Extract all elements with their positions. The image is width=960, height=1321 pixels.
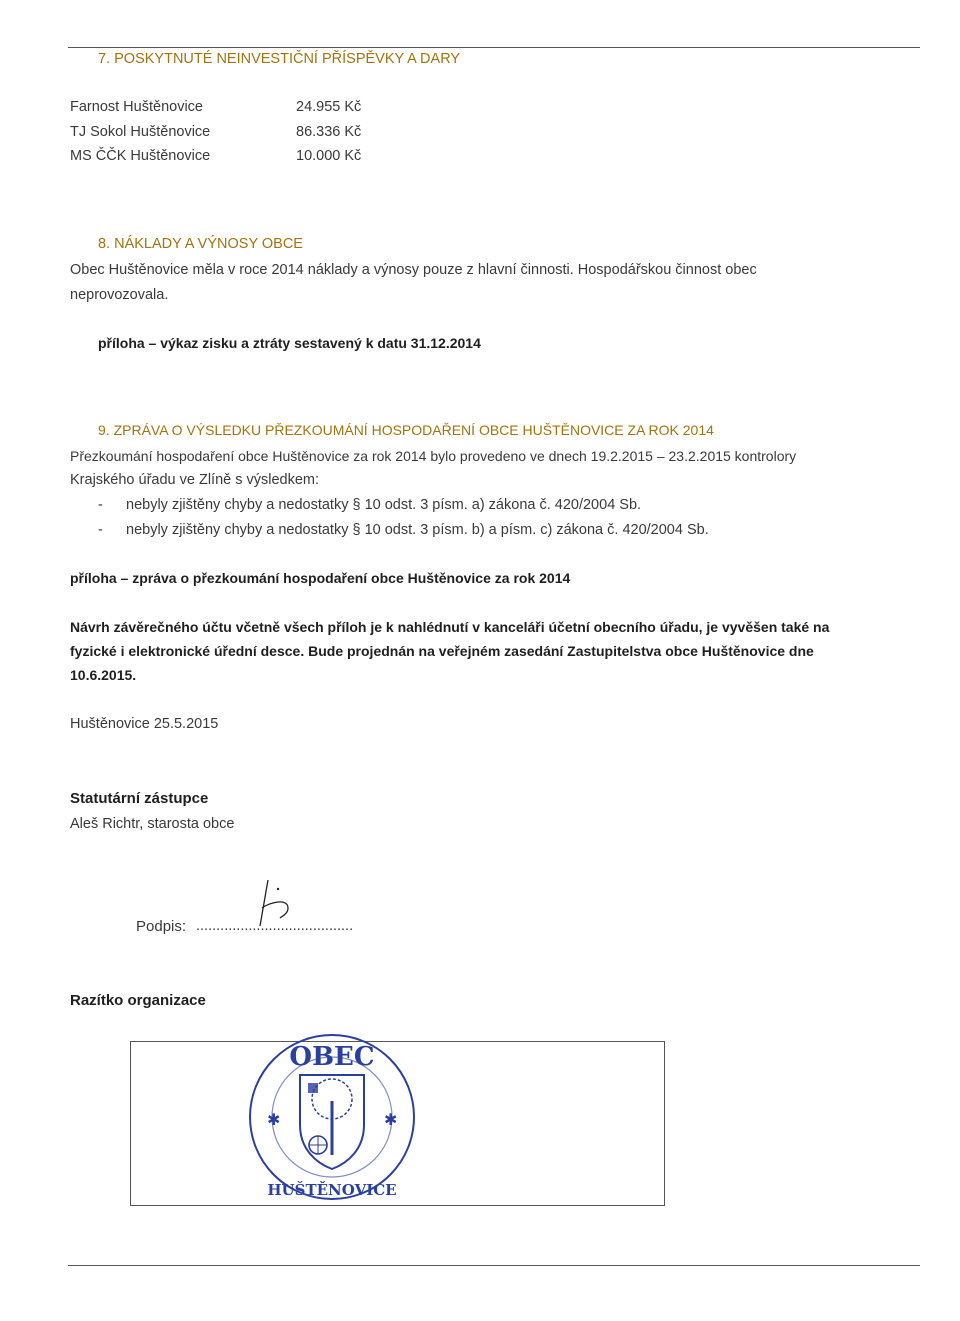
top-rule bbox=[68, 47, 920, 48]
section-9-text: Přezkoumání hospodaření obce Huštěnovice za rok 2014 bylo provedeno ve dnech 19.2.2015 – 23.2.2015 kontrolory bbox=[70, 448, 797, 464]
section-9-attachment: příloha – zpráva o přezkoumání hospodaření obce Huštěnovice za rok 2014 bbox=[70, 570, 571, 586]
notice-text: 10.6.2015. bbox=[70, 667, 137, 683]
section-9-heading: 9. ZPRÁVA O VÝSLEDKU PŘEZKOUMÁNÍ HOSPODAŘENÍ OBCE HUŠTĚNOVICE ZA ROK 2014 bbox=[98, 422, 714, 438]
section-8-text: Obec Huštěnovice měla v roce 2014 náklady a výnosy pouze z hlavní činnosti. Hospodářskou činnost obec bbox=[70, 262, 757, 278]
donation-name: Farnost Huštěnovice bbox=[70, 99, 203, 115]
signatory-heading: Statutární zástupce bbox=[70, 790, 209, 807]
list-item: nebyly zjištěny chyby a nedostatky § 10 odst. 3 písm. a) zákona č. 420/2004 Sb. bbox=[126, 497, 642, 513]
signatory-name: Aleš Richtr, starosta obce bbox=[70, 816, 235, 832]
donation-name: TJ Sokol Huštěnovice bbox=[70, 124, 211, 140]
svg-text:✱: ✱ bbox=[384, 1110, 398, 1129]
stamp-text-bottom: HUŠTĚNOVICE bbox=[267, 1181, 397, 1199]
section-8-heading: 8. NÁKLADY A VÝNOSY OBCE bbox=[98, 236, 303, 252]
signature-label: Podpis: bbox=[136, 918, 187, 935]
signature-line: ....................................... bbox=[196, 918, 354, 934]
notice-text: fyzické i elektronické úřední desce. Bude projednán na veřejném zasedání Zastupitelstva obce Huštěnovice dne bbox=[70, 643, 814, 659]
signature-icon bbox=[248, 872, 308, 932]
stamp-heading: Razítko organizace bbox=[70, 992, 206, 1009]
donation-amount: 86.336 Kč bbox=[296, 124, 362, 140]
notice-text: Návrh závěrečného účtu včetně všech příloh je k nahlédnutí v kanceláři účetní obecního úřadu, je vyvěšen také na bbox=[70, 619, 830, 635]
place-date: Huštěnovice 25.5.2015 bbox=[70, 716, 219, 732]
section-9-text: Krajského úřadu ve Zlíně s výsledkem: bbox=[70, 472, 320, 488]
svg-text:✱: ✱ bbox=[267, 1110, 281, 1129]
bottom-rule bbox=[68, 1265, 920, 1266]
section-7-heading: 7. POSKYTNUTÉ NEINVESTIČNÍ PŘÍSPĚVKY A DARY bbox=[98, 51, 461, 67]
donation-amount: 24.955 Kč bbox=[296, 99, 362, 115]
list-item: nebyly zjištěny chyby a nedostatky § 10 odst. 3 písm. b) a písm. c) zákona č. 420/2004 Sb. bbox=[126, 522, 709, 538]
donation-name: MS ČČK Huštěnovice bbox=[70, 148, 211, 164]
section-8-text: neprovozovala. bbox=[70, 287, 169, 303]
list-item: - bbox=[98, 522, 103, 538]
stamp-text-top: OBEC bbox=[289, 1042, 375, 1072]
list-item: - bbox=[98, 497, 103, 513]
section-8-attachment: příloha – výkaz zisku a ztráty sestavený k datu 31.12.2014 bbox=[98, 335, 481, 351]
stamp-seal bbox=[242, 1027, 422, 1207]
donation-amount: 10.000 Kč bbox=[296, 148, 362, 164]
